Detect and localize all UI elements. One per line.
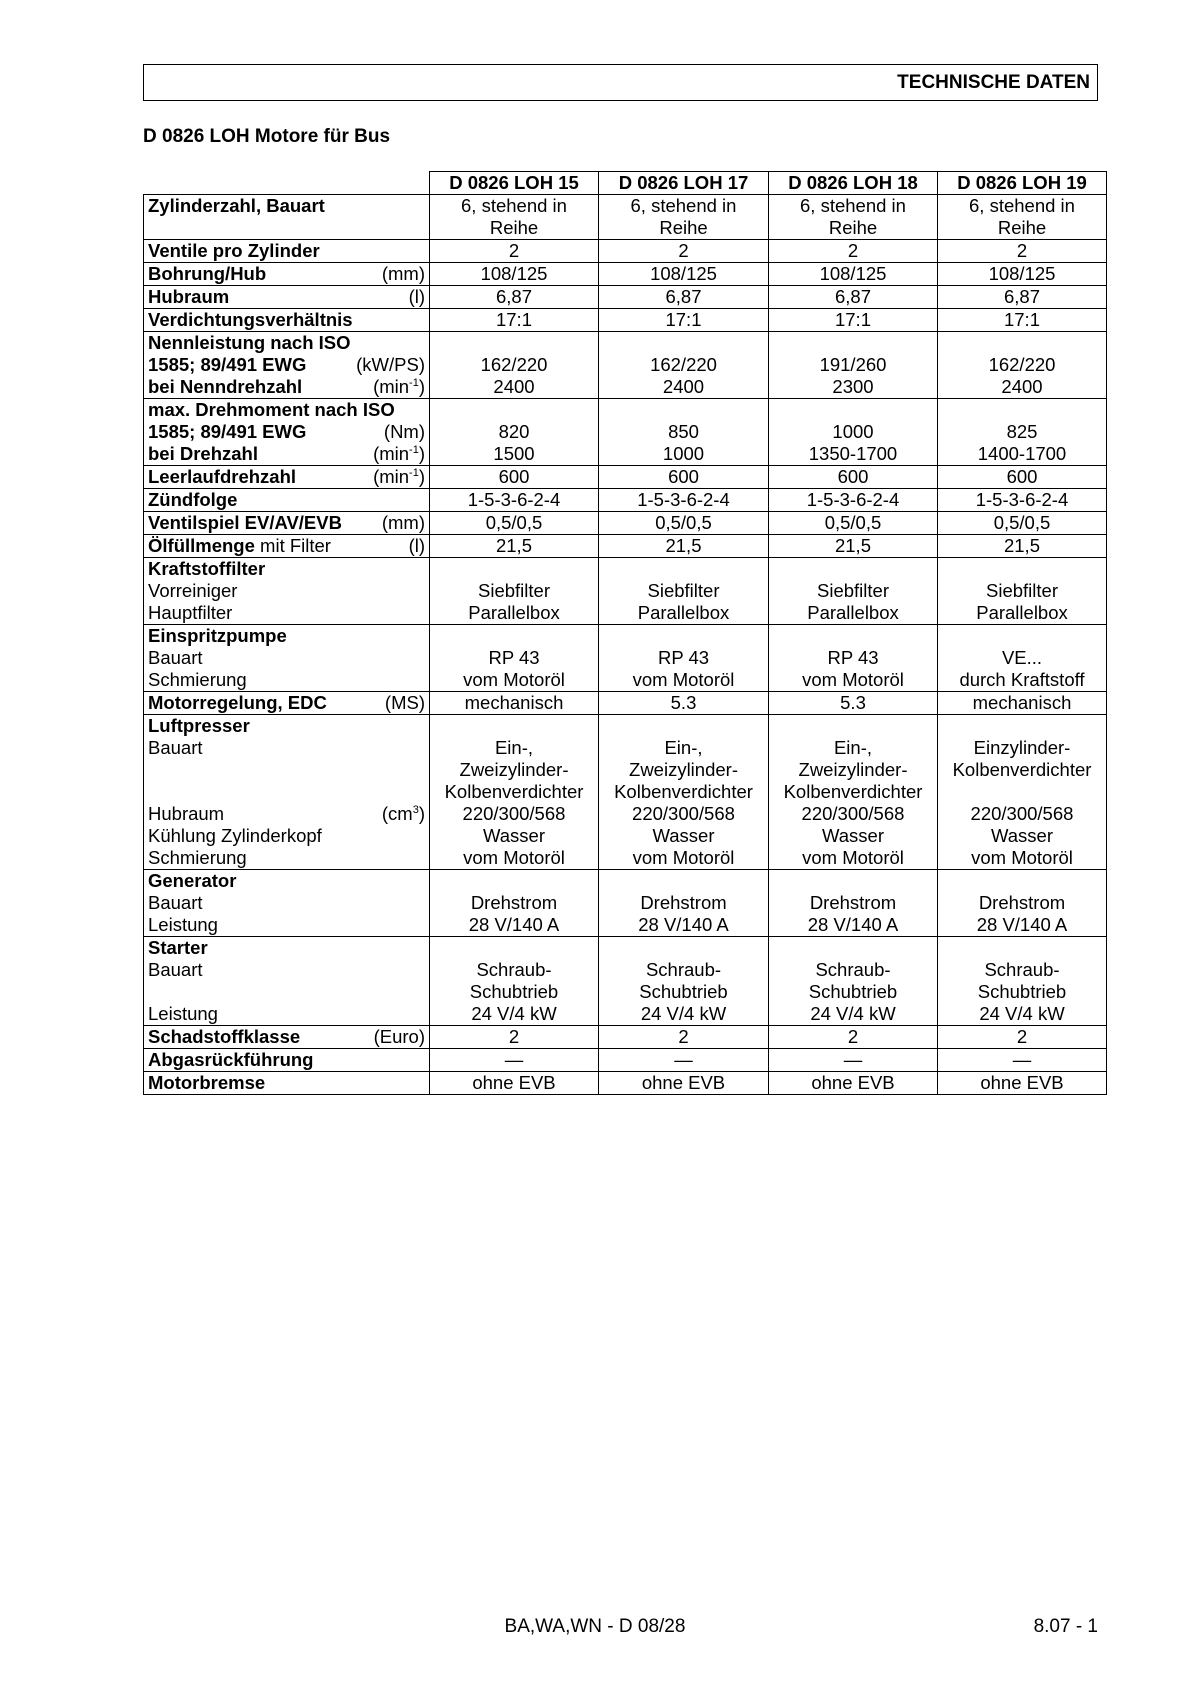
label-text: max. Drehmoment nach ISO xyxy=(148,399,395,420)
row-label xyxy=(144,263,430,286)
table-cell: — xyxy=(430,1049,599,1072)
table-cell: Siebfilter Parallelbox xyxy=(430,558,599,625)
label-text: Bauart xyxy=(148,647,203,668)
table-cell: ohne EVB xyxy=(599,1072,769,1095)
table-cell: — xyxy=(599,1049,769,1072)
table-cell: Einzylinder- Kolbenverdichter 220/300/568 Wasser vom Motoröl xyxy=(938,715,1107,870)
table-row xyxy=(144,1026,1107,1049)
column-header: D 0826 LOH 15 xyxy=(430,172,599,195)
row-label xyxy=(144,195,430,240)
table-cell: Drehstrom 28 V/140 A xyxy=(938,870,1107,937)
label-text: Verdichtungsverhältnis xyxy=(148,309,353,330)
table-cell: — xyxy=(938,1049,1107,1072)
table-cell: Siebfilter Parallelbox xyxy=(599,558,769,625)
table-row xyxy=(144,240,1107,263)
label-text: 1585; 89/491 EWG xyxy=(148,354,307,375)
table-cell: 21,5 xyxy=(938,535,1107,558)
table-cell: 162/220 2400 xyxy=(599,332,769,399)
table-cell: Drehstrom 28 V/140 A xyxy=(769,870,938,937)
table-cell: 0,5/0,5 xyxy=(769,512,938,535)
label-text: Bauart xyxy=(148,959,203,980)
label-text: Starter xyxy=(148,937,208,958)
spec-table xyxy=(143,171,1107,1095)
label-text: Bohrung/Hub xyxy=(148,263,267,284)
label-text: Ölfüllmenge xyxy=(148,535,255,556)
table-cell: 2 xyxy=(938,1026,1107,1049)
label-text: Kühlung Zylinderkopf xyxy=(148,825,322,846)
header-title: TECHNISCHE DATEN xyxy=(897,72,1090,93)
table-cell: 162/220 2400 xyxy=(430,332,599,399)
unit-text: (l) xyxy=(408,286,425,307)
unit-text: $(\min^{-1})$ xyxy=(373,466,425,487)
unit-text: $(\min^{-1})$ xyxy=(373,376,425,397)
table-cell: RP 43 vom Motoröl xyxy=(769,625,938,692)
table-cell xyxy=(430,195,599,240)
document-title: D 0826 LOH Motore für Bus xyxy=(143,126,391,147)
table-row xyxy=(144,332,1107,399)
table-cell: 21,5 xyxy=(769,535,938,558)
cell-line: Reihe xyxy=(659,217,708,238)
label-text: Leistung xyxy=(148,1003,218,1024)
table-cell: 162/220 2400 xyxy=(938,332,1107,399)
label-text: Bauart xyxy=(148,737,203,758)
row-label xyxy=(144,512,430,535)
label-text: 1585; 89/491 EWG xyxy=(148,421,307,442)
table-row xyxy=(144,1049,1107,1072)
unit-text: (l) xyxy=(408,535,425,556)
table-row xyxy=(144,512,1107,535)
row-label xyxy=(144,1072,430,1095)
table-row xyxy=(144,195,1107,240)
table-cell: 600 xyxy=(769,466,938,489)
table-cell: 108/125 xyxy=(769,263,938,286)
table-cell: 2 xyxy=(430,240,599,263)
unit-text: $(cm^3)$ xyxy=(381,803,425,824)
table-cell xyxy=(599,195,769,240)
table-row xyxy=(144,399,1107,466)
label-text: Generator xyxy=(148,870,237,891)
table-cell: 1-5-3-6-2-4 xyxy=(769,489,938,512)
cell-line: 6, stehend in xyxy=(969,195,1075,216)
table-cell: 2 xyxy=(430,1026,599,1049)
table-row xyxy=(144,870,1107,937)
label-text: Ventilspiel EV/AV/EVB xyxy=(148,512,342,533)
column-header: D 0826 LOH 19 xyxy=(938,172,1107,195)
table-cell: VE... durch Kraftstoff xyxy=(938,625,1107,692)
table-cell: mechanisch xyxy=(430,692,599,715)
row-label xyxy=(144,535,430,558)
table-row xyxy=(144,937,1107,1026)
label-text: Einspritzpumpe xyxy=(148,625,287,646)
table-row xyxy=(144,263,1107,286)
label-text: Schmierung xyxy=(148,669,247,690)
row-label xyxy=(144,1026,430,1049)
table-cell: 17:1 xyxy=(769,309,938,332)
table-cell: Schraub- Schubtrieb 24 V/4 kW xyxy=(599,937,769,1026)
table-cell: 2 xyxy=(599,240,769,263)
unit-text: $(\min^{-1})$ xyxy=(373,443,425,464)
table-cell: 1-5-3-6-2-4 xyxy=(430,489,599,512)
table-cell: 17:1 xyxy=(938,309,1107,332)
table-cell: 0,5/0,5 xyxy=(599,512,769,535)
table-cell: RP 43 vom Motoröl xyxy=(599,625,769,692)
table-cell: ohne EVB xyxy=(430,1072,599,1095)
table-cell xyxy=(938,195,1107,240)
table-cell: 1000 1350-1700 xyxy=(769,399,938,466)
cell-line: 6, stehend in xyxy=(461,195,567,216)
table-cell: Schraub- Schubtrieb 24 V/4 kW xyxy=(430,937,599,1026)
label-text: Nennleistung nach ISO xyxy=(148,332,351,353)
label-text: Zündfolge xyxy=(148,489,238,510)
table-cell: 825 1400-1700 xyxy=(938,399,1107,466)
label-text: bei Drehzahl xyxy=(148,443,258,464)
column-header: D 0826 LOH 18 xyxy=(769,172,938,195)
table-cell: Siebfilter Parallelbox xyxy=(938,558,1107,625)
table-cell: 2 xyxy=(938,240,1107,263)
unit-text: (Euro) xyxy=(373,1026,425,1047)
table-cell: 2 xyxy=(769,240,938,263)
unit-text: (kW/PS) xyxy=(356,354,425,375)
row-label xyxy=(144,715,430,870)
table-cell: 6,87 xyxy=(769,286,938,309)
header-empty-cell xyxy=(144,172,430,195)
label-text: Leistung xyxy=(148,914,218,935)
table-cell: 1-5-3-6-2-4 xyxy=(938,489,1107,512)
unit-text: (Nm) xyxy=(383,421,425,442)
label-text: Hubraum xyxy=(148,286,230,307)
table-row xyxy=(144,558,1107,625)
table-cell: 600 xyxy=(599,466,769,489)
row-label xyxy=(144,240,430,263)
table-cell: 600 xyxy=(430,466,599,489)
row-label xyxy=(144,1049,430,1072)
row-label xyxy=(144,625,430,692)
row-label xyxy=(144,558,430,625)
table-cell: 17:1 xyxy=(430,309,599,332)
table-cell: 600 xyxy=(938,466,1107,489)
table-cell: Siebfilter Parallelbox xyxy=(769,558,938,625)
table-cell: — xyxy=(769,1049,938,1072)
table-cell: 1-5-3-6-2-4 xyxy=(599,489,769,512)
row-label xyxy=(144,466,430,489)
header-box xyxy=(143,64,1098,101)
table-cell: 2 xyxy=(769,1026,938,1049)
table-cell: 6,87 xyxy=(599,286,769,309)
label-text: Hubraum xyxy=(148,803,225,824)
column-header: D 0826 LOH 17 xyxy=(599,172,769,195)
table-cell: 0,5/0,5 xyxy=(938,512,1107,535)
table-cell: Ein-, Zweizylinder- Kolbenverdichter 220/300/568 Wasser vom Motoröl xyxy=(769,715,938,870)
cell-line: Reihe xyxy=(997,217,1047,238)
table-cell: 2 xyxy=(599,1026,769,1049)
unit-text: (mm) xyxy=(381,512,425,533)
table-header-row xyxy=(144,172,1107,195)
label-text: Bauart xyxy=(148,892,203,913)
row-label xyxy=(144,399,430,466)
table-row xyxy=(144,692,1107,715)
label-text: mit Filter xyxy=(254,535,331,556)
table-cell: Schraub- Schubtrieb 24 V/4 kW xyxy=(769,937,938,1026)
table-cell: 108/125 xyxy=(430,263,599,286)
row-label xyxy=(144,489,430,512)
table-cell xyxy=(769,195,938,240)
label-text: Vorreiniger xyxy=(148,580,238,601)
cell-line: 6, stehend in xyxy=(800,195,906,216)
row-label xyxy=(144,937,430,1026)
table-cell: RP 43 vom Motoröl xyxy=(430,625,599,692)
table-cell: mechanisch xyxy=(938,692,1107,715)
table-cell: ohne EVB xyxy=(769,1072,938,1095)
label-text: Leerlaufdrehzahl xyxy=(148,466,297,487)
table-cell: 21,5 xyxy=(599,535,769,558)
label-text: Abgasrückführung xyxy=(148,1049,314,1070)
label-text: Kraftstoffilter xyxy=(148,558,266,579)
row-label xyxy=(144,286,430,309)
table-cell: ohne EVB xyxy=(938,1072,1107,1095)
table-row xyxy=(144,466,1107,489)
row-label xyxy=(144,692,430,715)
table-row xyxy=(144,489,1107,512)
table-cell: 850 1000 xyxy=(599,399,769,466)
table-cell: Drehstrom 28 V/140 A xyxy=(430,870,599,937)
table-cell: 5.3 xyxy=(769,692,938,715)
row-label xyxy=(144,870,430,937)
label-text: Motorbremse xyxy=(148,1072,266,1093)
label-text: Schadstoffklasse xyxy=(148,1026,301,1047)
label-text: Schmierung xyxy=(148,847,247,868)
table-cell: Ein-, Zweizylinder- Kolbenverdichter 220/300/568 Wasser vom Motoröl xyxy=(430,715,599,870)
table-row xyxy=(144,309,1107,332)
label-text: Motorregelung, EDC xyxy=(148,692,327,713)
table-cell: 108/125 xyxy=(599,263,769,286)
table-row xyxy=(144,286,1107,309)
label-text: Luftpresser xyxy=(148,715,250,736)
table-cell: 6,87 xyxy=(938,286,1107,309)
table-cell: 108/125 xyxy=(938,263,1107,286)
label-text: Ventile pro Zylinder xyxy=(148,240,320,261)
table-row xyxy=(144,715,1107,870)
unit-text: (mm) xyxy=(381,263,425,284)
table-row xyxy=(144,1072,1107,1095)
cell-line: Reihe xyxy=(828,217,878,238)
table-cell: 6,87 xyxy=(430,286,599,309)
row-label xyxy=(144,332,430,399)
table-cell: Ein-, Zweizylinder- Kolbenverdichter 220/300/568 Wasser vom Motoröl xyxy=(599,715,769,870)
table-cell: Drehstrom 28 V/140 A xyxy=(599,870,769,937)
table-cell: 191/260 2300 xyxy=(769,332,938,399)
table-row xyxy=(144,625,1107,692)
row-label xyxy=(144,309,430,332)
table-cell: Schraub- Schubtrieb 24 V/4 kW xyxy=(938,937,1107,1026)
table-cell: 5.3 xyxy=(599,692,769,715)
cell-line: Reihe xyxy=(489,217,539,238)
table-cell: 820 1500 xyxy=(430,399,599,466)
unit-text: (MS) xyxy=(384,692,425,713)
table-cell: 0,5/0,5 xyxy=(430,512,599,535)
table-row xyxy=(144,535,1107,558)
table-cell: 17:1 xyxy=(599,309,769,332)
footer-page-number: 8.07 - 1 xyxy=(1033,1616,1098,1637)
label-text: Hauptfilter xyxy=(148,602,233,623)
label-text: bei Nenndrehzahl xyxy=(148,376,303,397)
label-text: Zylinderzahl, Bauart xyxy=(148,195,325,216)
table-cell: 21,5 xyxy=(430,535,599,558)
footer-document-code: BA,WA,WN - D 08/28 xyxy=(504,1616,686,1637)
cell-line: 6, stehend in xyxy=(630,195,737,216)
